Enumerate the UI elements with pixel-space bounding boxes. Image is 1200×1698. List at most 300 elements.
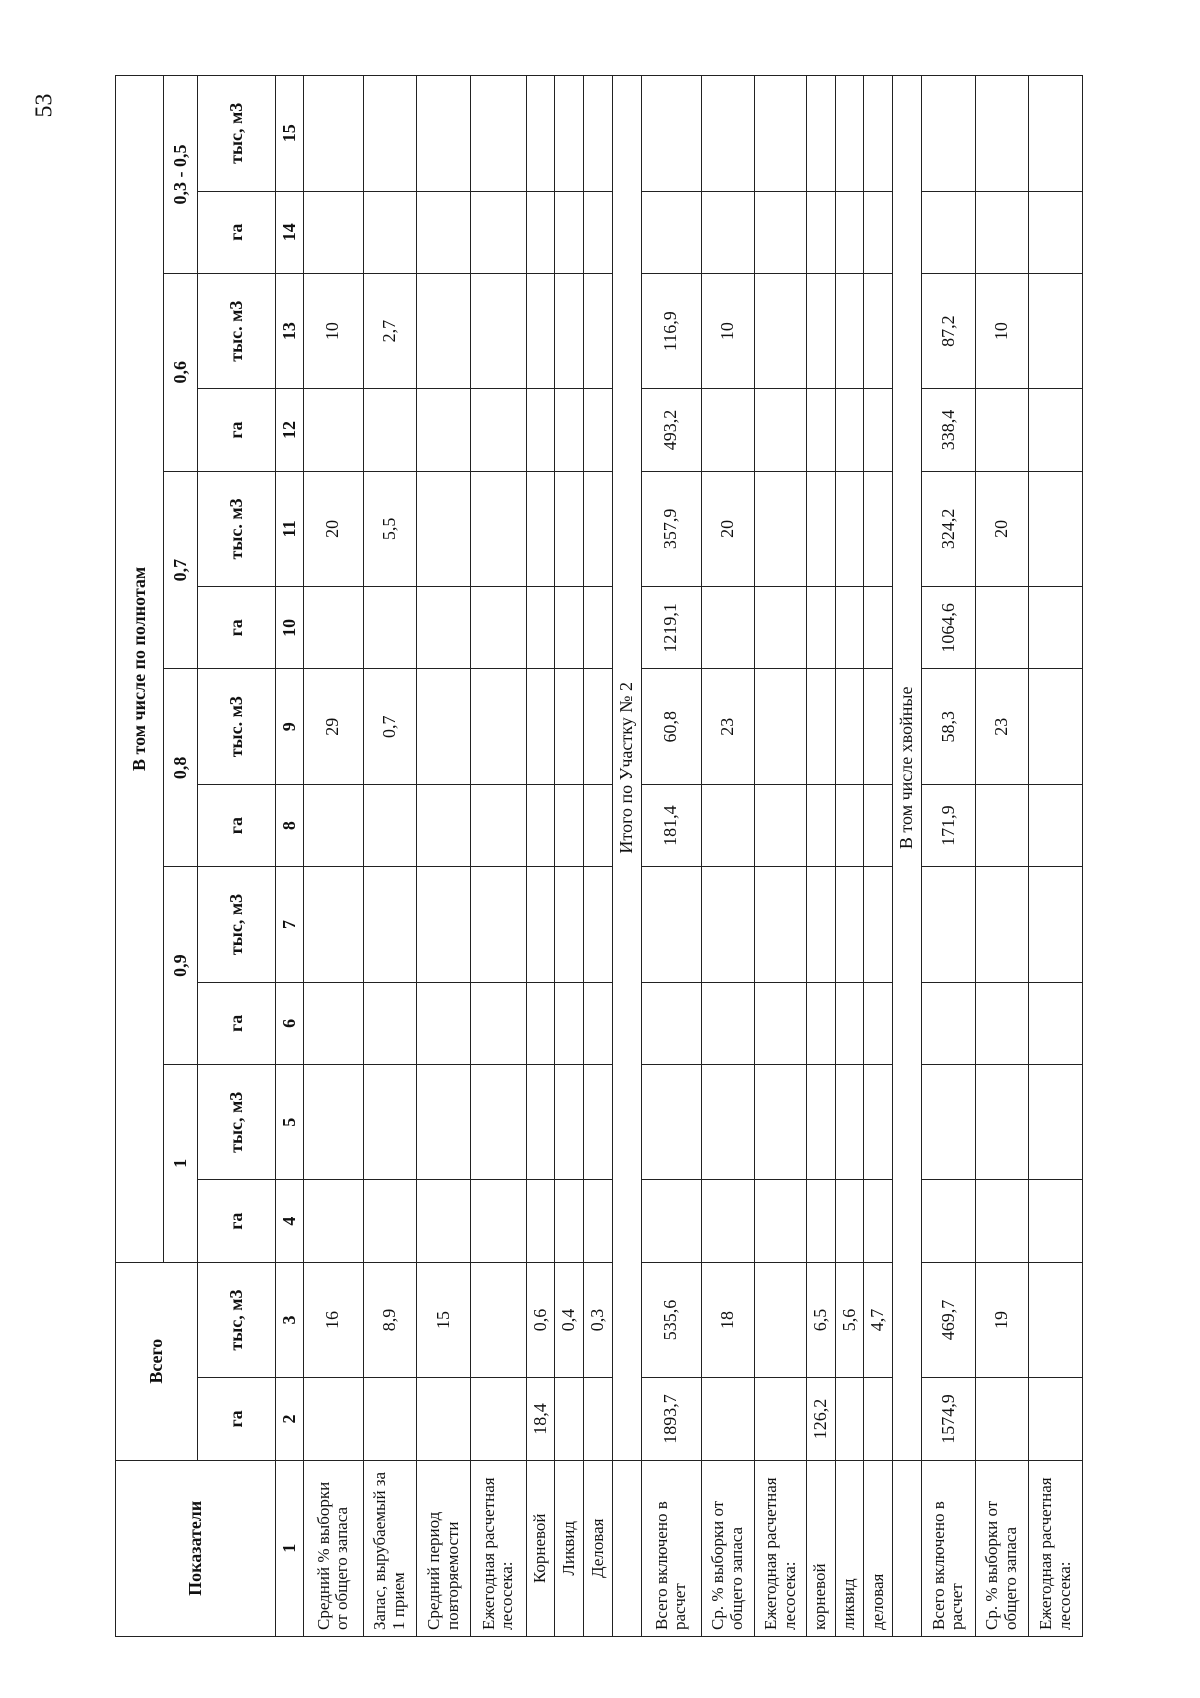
table-cell [641,982,701,1064]
table-cell: 1064,6 [922,587,976,669]
table-cell [755,867,807,982]
row-label: Ежегодная расчетная лесосека: [1029,1460,1083,1636]
table-cell [1029,389,1083,471]
table-cell [864,1065,893,1180]
table-cell [975,1378,1029,1460]
table-cell: 493,2 [641,389,701,471]
table-cell [470,471,526,586]
column-number: 11 [276,471,304,586]
column-number: 6 [276,982,304,1064]
table-cell: 10 [975,273,1029,388]
unit-volume-header: тыс, м3 [198,1262,276,1377]
table-cell [864,471,893,586]
table-cell [922,867,976,982]
unit-ga-header: га [198,191,276,273]
table-cell [922,982,976,1064]
table-cell [470,982,526,1064]
table-cell [363,1065,417,1180]
table-cell [470,76,526,192]
column-number: 8 [276,784,304,866]
table-row [975,76,1029,1637]
table-cell [975,76,1029,192]
table-cell [835,867,864,982]
unit-ga-header: га [198,1378,276,1460]
table-row [806,76,835,1637]
table-cell: 19 [975,1262,1029,1377]
table-cell [526,587,555,669]
table-cell [864,76,893,192]
table-cell [806,982,835,1064]
table-cell [701,1378,755,1460]
table-cell: 23 [975,669,1029,784]
table-cell: 16 [304,1262,364,1377]
row-label: Деловая [584,1460,613,1636]
table-cell [755,273,807,388]
table-cell [922,191,976,273]
table-cell [806,1065,835,1180]
unit-ga-header: га [198,982,276,1064]
table-row [304,76,364,1637]
unit-volume-header: тыс. м3 [198,273,276,388]
density-group-header: 0,8 [164,669,198,867]
table-cell [417,273,471,388]
table-cell [1029,867,1083,982]
table-row [755,76,807,1637]
table-cell: 0,7 [363,669,417,784]
forest-density-table [115,75,1083,1637]
table-cell: 2,7 [363,273,417,388]
table-cell [806,76,835,192]
table-cell [526,1180,555,1262]
table-cell [470,273,526,388]
table-cell [864,982,893,1064]
table-cell [641,191,701,273]
table-cell [975,982,1029,1064]
table-cell [864,1180,893,1262]
table-cell [701,1065,755,1180]
table-cell [864,669,893,784]
row-label: ликвид [835,1460,864,1636]
table-cell [922,76,976,192]
table-cell [584,273,613,388]
table-cell [864,587,893,669]
table-cell: 20 [701,471,755,586]
table-row [470,76,526,1637]
table-cell [922,1065,976,1180]
table-cell [701,1180,755,1262]
table-cell [806,471,835,586]
table-cell [1029,273,1083,388]
table-cell: 18,4 [526,1378,555,1460]
table-cell: 0,4 [555,1262,584,1377]
table-cell [526,471,555,586]
table-cell [755,982,807,1064]
table-cell: 4,7 [864,1262,893,1377]
section-label-blank [613,1460,642,1636]
table-cell: 15 [417,1262,471,1377]
density-group-header: 1 [164,1065,198,1263]
section-row [613,76,642,1637]
table-cell [1029,76,1083,192]
column-number: 4 [276,1180,304,1262]
table-cell [975,389,1029,471]
table-cell [417,1065,471,1180]
column-number: 2 [276,1378,304,1460]
table-cell [975,1065,1029,1180]
table-cell [755,191,807,273]
table-cell [526,669,555,784]
table-cell: 6,5 [806,1262,835,1377]
table-cell [641,1065,701,1180]
table-cell [584,867,613,982]
table-cell [806,669,835,784]
table-cell [555,867,584,982]
unit-volume-header: тыс, м3 [198,76,276,192]
column-number: 15 [276,76,304,192]
table-cell [304,1378,364,1460]
table-cell [922,1180,976,1262]
table-cell [526,191,555,273]
table-cell [417,191,471,273]
table-cell [755,1180,807,1262]
table-cell: 8,9 [363,1262,417,1377]
table-cell [835,76,864,192]
table-cell: 20 [304,471,364,586]
table-cell [755,76,807,192]
table-cell [470,587,526,669]
column-number: 9 [276,669,304,784]
table-cell [470,867,526,982]
table-cell [835,471,864,586]
section-title: В том числе хвойные [893,76,922,1461]
table-cell [470,1180,526,1262]
table-cell: 1574,9 [922,1378,976,1460]
table-cell: 535,6 [641,1262,701,1377]
table-cell [864,867,893,982]
table-cell [555,1378,584,1460]
table-cell: 60,8 [641,669,701,784]
table-cell: 0,6 [526,1262,555,1377]
table-cell [417,784,471,866]
table-cell [864,389,893,471]
row-label: деловая [864,1460,893,1636]
table-cell: 1219,1 [641,587,701,669]
header-indicators: Показатели [116,1460,276,1636]
row-label: Всего включено в расчет [641,1460,701,1636]
table-cell [806,191,835,273]
table-cell [304,867,364,982]
table-cell [701,867,755,982]
table-cell [806,273,835,388]
table-cell [555,1180,584,1262]
table-cell [584,982,613,1064]
table-cell [304,191,364,273]
table-cell: 87,2 [922,273,976,388]
table-cell [864,191,893,273]
rotated-table-container [115,75,1083,1637]
table-row [526,76,555,1637]
table-cell [975,1180,1029,1262]
table-cell [363,76,417,192]
column-number: 12 [276,389,304,471]
table-cell [304,784,364,866]
section-row [893,76,922,1637]
table-cell [701,76,755,192]
table-cell [363,1378,417,1460]
table-cell: 23 [701,669,755,784]
table-cell [555,389,584,471]
table-cell [363,867,417,982]
unit-ga-header: га [198,389,276,471]
table-cell [701,587,755,669]
table-cell: 20 [975,471,1029,586]
table-cell [417,867,471,982]
table-cell [417,389,471,471]
table-cell [555,669,584,784]
table-cell: 171,9 [922,784,976,866]
table-cell [584,191,613,273]
table-cell [555,273,584,388]
header-total: Всего [116,1262,198,1460]
table-cell [835,1378,864,1460]
page-number: 53 [31,93,58,118]
table-cell [1029,669,1083,784]
table-cell: 126,2 [806,1378,835,1460]
table-cell [1029,1065,1083,1180]
row-label: Ср. % выборки от общего запаса [975,1460,1029,1636]
table-cell [755,1378,807,1460]
table-row [864,76,893,1637]
table-cell [470,191,526,273]
table-cell [555,982,584,1064]
density-group-header: 0,3 - 0,5 [164,76,198,274]
row-label: Всего включено в расчет [922,1460,976,1636]
table-cell [1029,784,1083,866]
table-cell: 116,9 [641,273,701,388]
row-label: Ежегодная расчетная лесосека: [755,1460,807,1636]
table-cell [526,76,555,192]
table-cell [835,191,864,273]
table-row [417,76,471,1637]
table-cell [755,669,807,784]
table-cell [806,867,835,982]
unit-ga-header: га [198,1180,276,1262]
column-number: 5 [276,1065,304,1180]
column-number: 14 [276,191,304,273]
table-cell [975,867,1029,982]
unit-volume-header: тыс, м3 [198,1065,276,1180]
table-cell [584,784,613,866]
table-cell [417,669,471,784]
table-cell: 1893,7 [641,1378,701,1460]
table-cell [1029,471,1083,586]
row-label: Средний период повторяемости [417,1460,471,1636]
table-cell [584,587,613,669]
table-cell [470,1378,526,1460]
table-cell [526,389,555,471]
table-cell [584,1065,613,1180]
table-cell [1029,1378,1083,1460]
row-label: корневой [806,1460,835,1636]
table-cell [641,1180,701,1262]
row-label: Ср. % выборки от общего запаса [701,1460,755,1636]
table-cell [363,1180,417,1262]
table-row [922,76,976,1637]
table-cell [755,587,807,669]
table-cell [417,471,471,586]
table-row [584,76,613,1637]
table-cell [755,1262,807,1377]
table-cell [584,1180,613,1262]
table-cell [304,982,364,1064]
density-group-header: 0,6 [164,273,198,471]
table-cell [755,471,807,586]
column-number: 1 [276,1460,304,1636]
table-cell: 324,2 [922,471,976,586]
table-cell [470,389,526,471]
table-cell [755,1065,807,1180]
table-cell [1029,982,1083,1064]
table-cell [975,784,1029,866]
table-cell [1029,1262,1083,1377]
table-cell [755,389,807,471]
header-by-density: В том числе по полнотам [116,76,164,1263]
table-row [701,76,755,1637]
table-cell [641,867,701,982]
table-cell [835,982,864,1064]
table-cell: 10 [304,273,364,388]
table-cell: 338,4 [922,389,976,471]
table-cell [1029,587,1083,669]
table-cell [1029,1180,1083,1262]
table-row [1029,76,1083,1637]
table-cell [975,587,1029,669]
table-cell [641,76,701,192]
table-cell [363,587,417,669]
row-label: Запас, вырубаемый за 1 прием [363,1460,417,1636]
row-label: Ежегодная расчетная лесосека: [470,1460,526,1636]
table-cell [864,1378,893,1460]
table-cell [835,1065,864,1180]
table-cell [835,389,864,471]
table-cell [555,191,584,273]
unit-volume-header: тыс, м3 [198,867,276,982]
table-cell [417,982,471,1064]
table-cell [755,784,807,866]
table-cell [526,273,555,388]
table-cell [555,76,584,192]
table-cell [470,784,526,866]
table-row [641,76,701,1637]
table-cell [701,982,755,1064]
table-cell [584,389,613,471]
table-cell [835,1180,864,1262]
table-cell [806,784,835,866]
table-cell [1029,191,1083,273]
table-cell [304,1180,364,1262]
table-cell: 10 [701,273,755,388]
table-cell [555,784,584,866]
table-cell [470,669,526,784]
table-cell [555,587,584,669]
row-label: Средний % выборки от общего запаса [304,1460,364,1636]
table-cell [835,587,864,669]
table-row [363,76,417,1637]
table-cell [864,784,893,866]
table-cell [584,669,613,784]
section-title: Итого по Участку № 2 [613,76,642,1461]
table-cell [835,784,864,866]
table-cell [417,1180,471,1262]
table-cell [806,587,835,669]
table-cell [975,191,1029,273]
table-cell: 469,7 [922,1262,976,1377]
table-cell [584,1378,613,1460]
table-cell [304,587,364,669]
table-cell [835,273,864,388]
table-cell [584,76,613,192]
table-cell [526,982,555,1064]
table-cell [417,76,471,192]
section-label-blank [893,1460,922,1636]
row-label: Ликвид [555,1460,584,1636]
table-cell [304,389,364,471]
table-cell: 5,6 [835,1262,864,1377]
table-cell [363,389,417,471]
unit-volume-header: тыс. м3 [198,669,276,784]
table-cell [555,1065,584,1180]
table-cell [363,784,417,866]
table-cell [363,982,417,1064]
table-cell [584,471,613,586]
density-group-header: 0,9 [164,867,198,1065]
table-cell [806,1180,835,1262]
unit-ga-header: га [198,587,276,669]
table-cell [417,587,471,669]
table-cell [806,389,835,471]
table-cell [304,76,364,192]
table-cell: 5,5 [363,471,417,586]
density-group-header: 0,7 [164,471,198,669]
column-number: 3 [276,1262,304,1377]
column-number: 7 [276,867,304,982]
table-cell [701,784,755,866]
table-cell: 18 [701,1262,755,1377]
table-cell: 29 [304,669,364,784]
table-cell: 357,9 [641,471,701,586]
table-cell [470,1065,526,1180]
table-cell [363,191,417,273]
column-number: 10 [276,587,304,669]
table-row [555,76,584,1637]
table-cell [835,669,864,784]
table-cell: 58,3 [922,669,976,784]
table-cell [701,191,755,273]
column-number: 13 [276,273,304,388]
table-cell [470,1262,526,1377]
table-cell [417,1378,471,1460]
table-cell [555,471,584,586]
table-cell [701,389,755,471]
table-cell: 0,3 [584,1262,613,1377]
table-row [835,76,864,1637]
unit-ga-header: га [198,784,276,866]
table-cell [526,867,555,982]
unit-volume-header: тыс. м3 [198,471,276,586]
table-cell: 181,4 [641,784,701,866]
table-cell [526,784,555,866]
table-cell [304,1065,364,1180]
